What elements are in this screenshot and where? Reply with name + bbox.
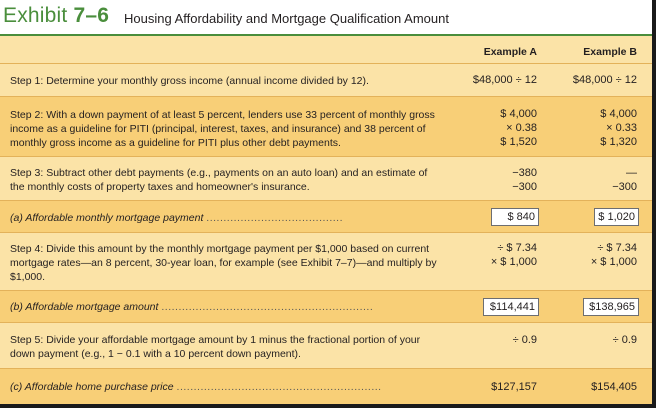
step4-example-a-line1: ÷ $ 7.34: [497, 242, 537, 254]
step4-example-b-line2: × $ 1,000: [590, 256, 637, 268]
table-row-step1: [0, 63, 656, 96]
exhibit-label: [3, 4, 109, 28]
step2-example-b-line2: × 0.33: [606, 122, 637, 134]
step1-example-a: $48,000 ÷ 12: [472, 74, 537, 86]
result-c-leader-dots: ............................................................: [176, 381, 382, 393]
table-row-step2: [0, 96, 656, 156]
step2-example-a-line2: × 0.38: [506, 122, 537, 134]
table-row-result-b: [0, 290, 656, 322]
step5-description: Step 5: Divide your affordable mortgage amount by 1 minus the fractional portion of your down payment (e.g., 1 − 0.1 with a 10 percent down payment).: [10, 334, 421, 360]
result-c-example-a-value: $127,157: [491, 381, 537, 393]
result-a-example-a-box: [491, 208, 539, 226]
bottom-border: [0, 404, 656, 408]
table-row-step4: [0, 232, 656, 290]
step1-description: Step 1: Determine your monthly gross income (annual income divided by 12).: [10, 75, 369, 87]
step4-example-a-line2: × $ 1,000: [490, 256, 537, 268]
result-b-label-text: (b) Affordable mortgage amount: [10, 301, 159, 313]
column-header-example-a: Example A: [483, 46, 537, 58]
step2-example-b-line1: $ 4,000: [600, 108, 637, 120]
step2-description: Step 2: With a down payment of at least 5 percent, lenders use 33 percent of monthly gross income as a guideline for PITI (principal, interest, taxes, and insurance) and 38 percent of monthly gross income as a guideline for PITI plus other debt payments.: [10, 109, 435, 149]
result-b-example-b-value: $138,965: [589, 301, 635, 313]
result-a-label-text: (a) Affordable monthly mortgage payment: [10, 212, 204, 224]
table-row-step3: [0, 156, 656, 200]
affordability-table: [0, 36, 656, 404]
result-c-label: [10, 380, 440, 394]
exhibit-number: 7–6: [73, 4, 110, 27]
exhibit-title: Housing Affordability and Mortgage Qualification Amount: [124, 11, 449, 26]
step4-description: Step 4: Divide this amount by the monthly mortgage payment per $1,000 based on current mortgage rates—an 8 percent, 30-year loan, for example (see Exhibit 7–7)—and multiply by $1,000.: [10, 243, 437, 283]
exhibit-label-word: Exhibit: [3, 4, 68, 27]
step2-example-a-line3: $ 1,520: [500, 136, 537, 148]
step3-example-a-line2: −300: [512, 181, 537, 193]
table-row-result-c: [0, 368, 656, 404]
step5-example-a: ÷ 0.9: [512, 334, 537, 346]
table-row-result-a: [0, 200, 656, 232]
result-b-leader-dots: ..............................................................: [161, 301, 374, 313]
result-b-example-b-box: [583, 298, 639, 316]
step3-description: Step 3: Subtract other debt payments (e.g., payments on an auto loan) and an estimate of the monthly costs of property taxes and homeowner's insurance.: [10, 167, 428, 193]
step4-example-b-line1: ÷ $ 7.34: [597, 242, 637, 254]
result-c-example-b-value: $154,405: [591, 381, 637, 393]
step2-example-a-line1: $ 4,000: [500, 108, 537, 120]
table-row-step5: [0, 322, 656, 368]
column-header-example-b: Example B: [583, 46, 637, 58]
step5-example-b: ÷ 0.9: [612, 334, 637, 346]
step1-example-b: $48,000 ÷ 12: [572, 74, 637, 86]
step2-example-b-line3: $ 1,320: [600, 136, 637, 148]
result-a-example-b-value: $ 1,020: [598, 211, 635, 223]
step3-example-a-line1: −380: [512, 167, 537, 179]
right-border: [652, 0, 656, 408]
result-c-label-text: (c) Affordable home purchase price: [10, 381, 174, 393]
result-b-label: [10, 300, 440, 314]
result-a-example-a-value: $ 840: [507, 211, 535, 223]
exhibit-header: [0, 0, 656, 36]
result-a-label: [10, 211, 440, 225]
result-a-example-b-box: [594, 208, 639, 226]
result-b-example-a-value: $114,441: [489, 301, 535, 313]
result-b-example-a-box: [483, 298, 539, 316]
step3-example-b-line2: −300: [612, 181, 637, 193]
step3-example-b-line1: —: [626, 167, 637, 179]
result-a-leader-dots: ........................................: [206, 212, 343, 224]
table-header-row: [0, 36, 656, 63]
